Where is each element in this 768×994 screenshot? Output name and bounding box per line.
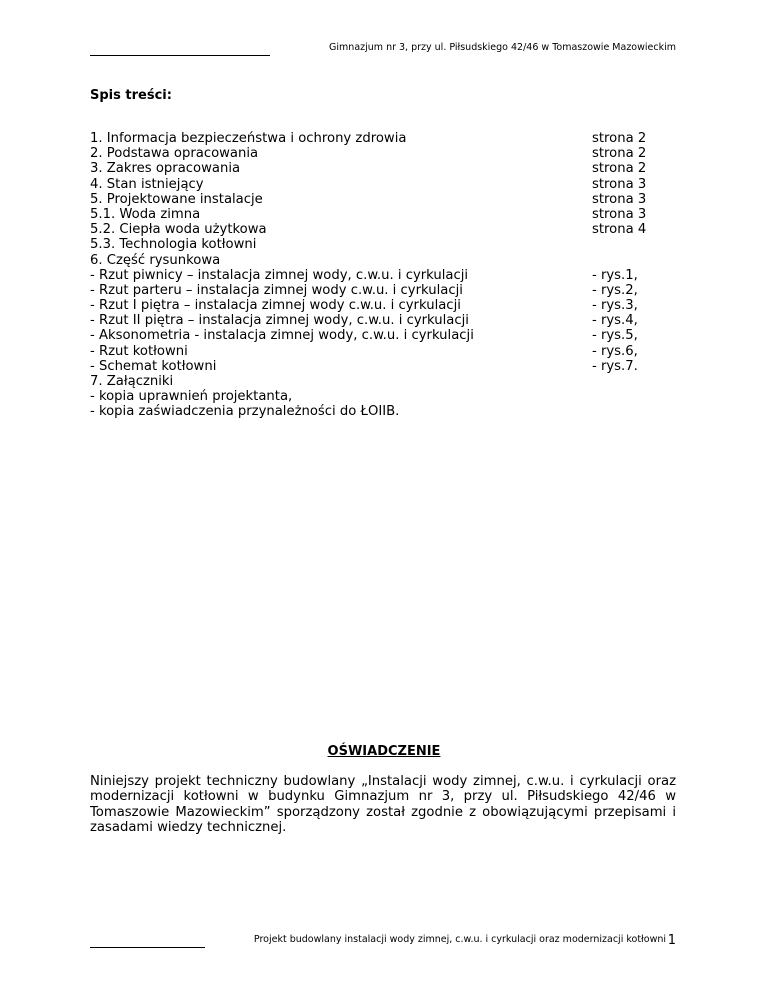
header-text: Gimnazjum nr 3, przy ul. Piłsudskiego 42/46 w Tomaszowie Mazowieckim [329,42,676,53]
toc-item-label: 1. Informacja bezpieczeństwa i ochrony zdrowia [90,131,407,146]
toc-item [90,161,676,176]
statement-body: Niniejszy projekt techniczny budowlany „Instalacji wody zimnej, c.w.u. i cyrkulacji oraz modernizacji kotłowni w budynku Gimnazjum nr 3, przy ul. Piłsudskiego 42/46 w Tomaszowie Mazowieckim” sporządzony został zgodnie z obowiązującymi przepisami i zasadami wiedzy technicznej. [90,774,676,835]
toc-item-label: 5.3. Technologia kotłowni [90,237,257,253]
header-rule [90,55,270,56]
toc-item-label: - Rzut I piętra – instalacja zimnej wody c.w.u. i cyrkulacji [90,298,461,314]
page-number: 1 [667,933,676,948]
toc-item [90,177,676,192]
toc-item-ref: - rys.6, [592,343,638,359]
toc-item [90,374,676,389]
toc-item [90,253,676,268]
toc-item [90,389,676,404]
page-header [90,42,676,56]
toc-item [90,131,676,146]
toc-item-label: - Rzut piwnicy – instalacja zimnej wody, c.w.u. i cyrkulacji [90,267,469,283]
toc-item-label: 4. Stan istniejący [90,176,204,192]
toc-item-ref: strona 3 [592,176,647,192]
toc-item-ref: - rys.3, [592,298,638,314]
toc-item-label: - kopia zaświadczenia przynależności do ŁOIIB. [90,404,400,420]
toc-item [90,192,676,207]
toc-item-ref: - rys.2, [592,282,638,298]
toc-item-ref: strona 2 [592,131,647,146]
footer-rule [90,947,205,948]
toc-item-ref: strona 2 [592,161,647,177]
toc-item-ref: - rys.7. [592,358,638,374]
toc-item [90,359,676,374]
toc-item-label: 5.2. Ciepła woda użytkowa [90,222,267,238]
toc-item-label: - Rzut kotłowni [90,343,188,359]
toc-item-label: 7. Załączniki [90,374,174,389]
toc-item-label: 3. Zakres opracowania [90,161,241,177]
toc-item [90,207,676,222]
toc-item [90,146,676,161]
toc-item [90,328,676,343]
toc-item [90,283,676,298]
page-footer [90,934,676,948]
toc-item-label: 5. Projektowane instalacje [90,191,263,207]
toc-item-ref: - rys.1, [592,267,638,283]
toc-item-ref: strona 2 [592,146,647,162]
toc-item-label: - Rzut II piętra – instalacja zimnej wody, c.w.u. i cyrkulacji [90,313,469,329]
footer-text: Projekt budowlany instalacji wody zimnej, c.w.u. i cyrkulacji oraz modernizacji kotłowni [253,934,666,945]
toc-item-label: - Schemat kotłowni [90,358,217,374]
table-of-contents [90,131,676,420]
toc-item [90,268,676,283]
toc-item [90,222,676,237]
toc-item [90,298,676,313]
statement-title: OŚWIADCZENIE [327,744,441,759]
toc-title: Spis treści: [90,88,172,103]
toc-item-ref: - rys.5, [592,328,638,344]
toc-item [90,404,676,419]
toc-item-ref: strona 3 [592,191,647,207]
toc-item [90,313,676,328]
toc-item-ref: strona 4 [592,222,647,238]
toc-item-label: 2. Podstawa opracowania [90,146,259,162]
toc-item [90,237,676,252]
toc-item-label: - Rzut parteru – instalacja zimnej wody c.w.u. i cyrkulacji [90,282,463,298]
toc-item-label: 5.1. Woda zimna [90,206,201,222]
toc-item-label: - Aksonometria - instalacja zimnej wody, c.w.u. i cyrkulacji [90,328,474,344]
toc-item-ref: - rys.4, [592,313,638,329]
toc-item-label: - kopia uprawnień projektanta, [90,389,293,405]
toc-item-ref: strona 3 [592,206,647,222]
toc-item [90,344,676,359]
toc-item-label: 6. Część rysunkowa [90,252,221,268]
